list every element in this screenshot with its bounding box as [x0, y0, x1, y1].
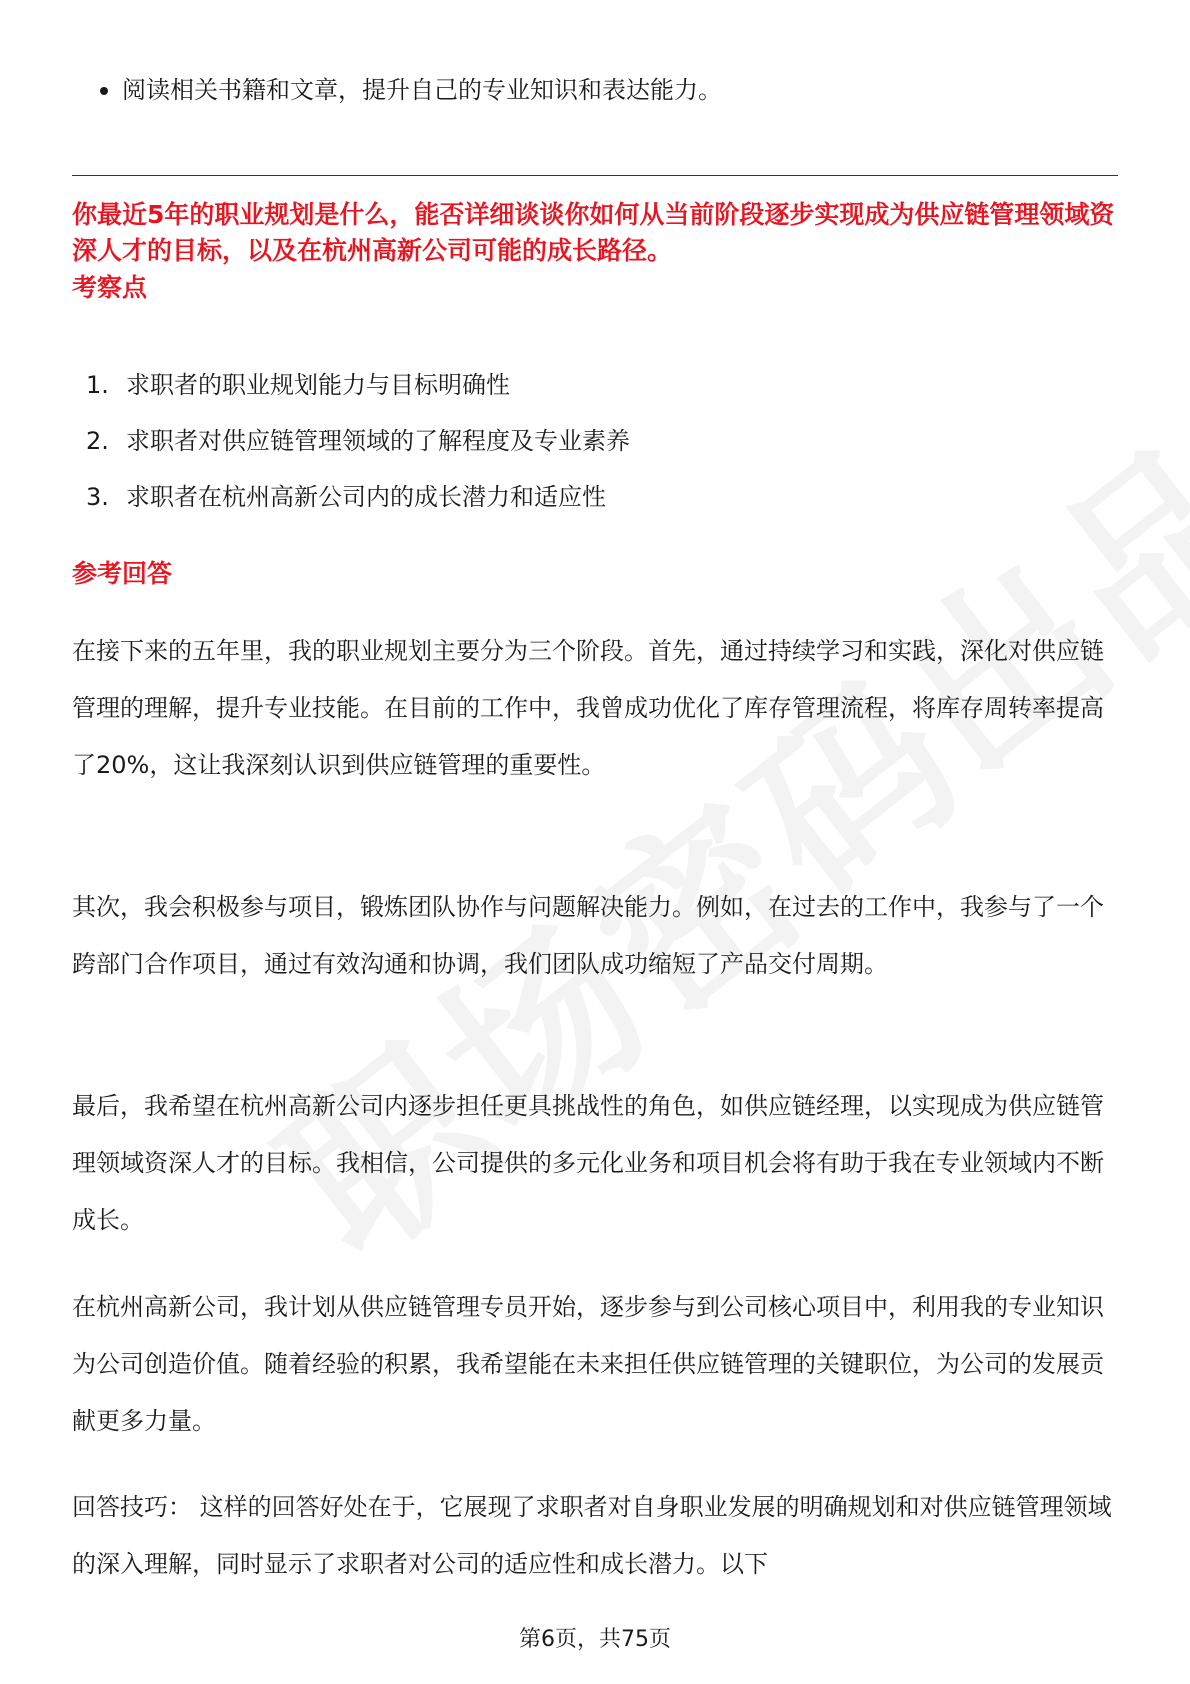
page-footer: 第6页，共75页 [519, 1627, 671, 1652]
section-divider [72, 175, 1118, 176]
criteria-number: 1. [86, 371, 109, 399]
criteria-list [86, 367, 630, 535]
criteria-number: 2. [86, 427, 109, 455]
criteria-item [86, 423, 630, 459]
criteria-heading: 考察点 [72, 273, 148, 302]
bullet-dot-icon [100, 87, 108, 95]
answer-heading: 参考回答 [72, 559, 173, 588]
answer-paragraph: 最后，我希望在杭州高新公司内逐步担任更具挑战性的角色，如供应链经理，以实现成为供应链管理领域资深人才的目标。我相信，公司提供的多元化业务和项目机会将有助于我在专业领域内不断成长。 [72, 1092, 1104, 1234]
criteria-item [86, 479, 630, 515]
bullet-text: 阅读相关书籍和文章，提升自己的专业知识和表达能力。 [122, 76, 722, 104]
criteria-item [86, 367, 630, 403]
answer-paragraph: 在接下来的五年里，我的职业规划主要分为三个阶段。首先，通过持续学习和实践，深化对供应链管理的理解，提升专业技能。在目前的工作中，我曾成功优化了库存管理流程，将库存周转率提高了20%，这让我深刻认识到供应链管理的重要性。 [72, 637, 1104, 779]
criteria-text: 求职者对供应链管理领域的了解程度及专业素养 [126, 427, 630, 455]
criteria-number: 3. [86, 483, 109, 511]
bullet-item [100, 72, 722, 108]
criteria-text: 求职者在杭州高新公司内的成长潜力和适应性 [126, 483, 606, 511]
answer-paragraph: 在杭州高新公司，我计划从供应链管理专员开始，逐步参与到公司核心项目中，利用我的专业知识为公司创造价值。随着经验的积累，我希望能在未来担任供应链管理的关键职位，为公司的发展贡献更多力量。 [72, 1293, 1104, 1435]
answer-paragraph: 其次，我会积极参与项目，锻炼团队协作与问题解决能力。例如，在过去的工作中，我参与了一个跨部门合作项目，通过有效沟通和协调，我们团队成功缩短了产品交付周期。 [72, 893, 1104, 978]
top-bullet-list [100, 72, 722, 108]
criteria-text: 求职者的职业规划能力与目标明确性 [126, 371, 510, 399]
answer-tips-paragraph: 回答技巧： 这样的回答好处在于，它展现了求职者对自身职业发展的明确规划和对供应链管理领域的深入理解，同时显示了求职者对公司的适应性和成长潜力。以下 [72, 1493, 1112, 1578]
question-title: 你最近5年的职业规划是什么，能否详细谈谈你如何从当前阶段逐步实现成为供应链管理领域资深人才的目标，以及在杭州高新公司可能的成长路径。 [72, 200, 1115, 265]
